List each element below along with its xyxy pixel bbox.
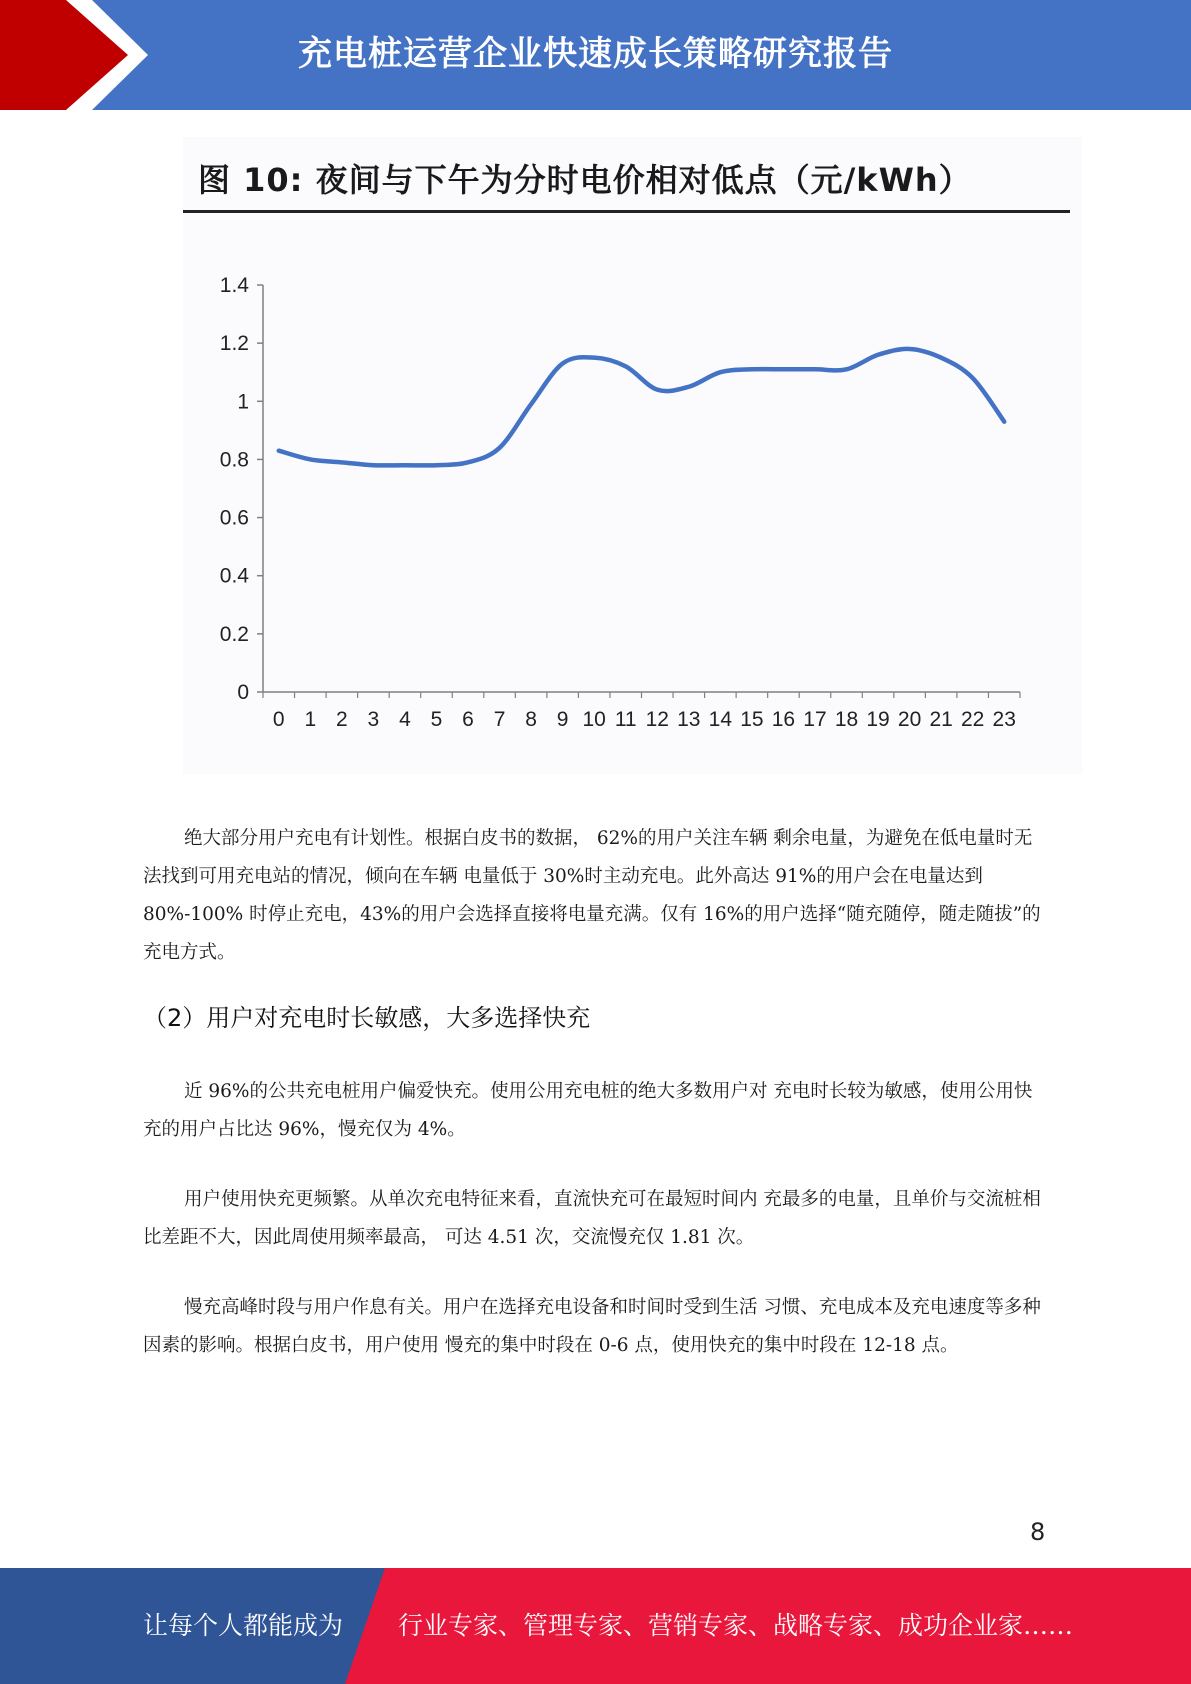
x-tick-label: 8 [525, 708, 537, 731]
paragraph-fast-charge-frequency: 用户使用快充更频繁。从单次充电特征来看，直流快充可在最短时间内 充最多的电量，且单价与交流桩相比差距不大，因此周使用频率最高， 可达 4.51 次，交流慢充仅 1.81 次。 [143, 1189, 1041, 1248]
x-tick-label: 2 [336, 708, 348, 731]
y-tick-label: 0.4 [219, 564, 249, 588]
y-tick-label: 0 [237, 681, 249, 704]
x-tick-label: 19 [866, 708, 890, 731]
x-tick-label: 21 [929, 708, 953, 731]
paragraph-slow-charge-peak: 慢充高峰时段与用户作息有关。用户在选择充电设备和时间时受到生活 习惯、充电成本及充电速度等多种因素的影响。根据白皮书，用户使用 慢充的集中时段在 0-6 点，使用快充的集中时段在 12-18 点。 [143, 1297, 1041, 1356]
figure-10 [183, 137, 1082, 774]
x-tick-label: 22 [961, 708, 985, 731]
y-tick-label: 1.4 [219, 274, 249, 297]
x-tick-label: 5 [430, 708, 443, 731]
report-title: 充电桩运营企业快速成长策略研究报告 [298, 34, 893, 74]
x-tick-label: 18 [834, 708, 859, 731]
x-tick-label: 20 [897, 708, 922, 731]
x-tick-label: 12 [645, 708, 669, 731]
figure-title: 图 10: 夜间与下午为分时电价相对低点（元/kWh） [198, 161, 972, 199]
section-heading: （2）用户对充电时长敏感，大多选择快充 [143, 1004, 591, 1032]
x-tick-label: 11 [614, 708, 637, 731]
footer-slogan-left: 让每个人都能成为 [143, 1611, 344, 1640]
footer-slogan-right: 行业专家、管理专家、营销专家、战略专家、成功企业家…… [398, 1611, 1074, 1640]
y-tick-label: 0.6 [219, 506, 249, 530]
x-tick-label: 1 [304, 708, 317, 731]
page-number: 8 [1030, 1518, 1046, 1546]
x-tick-label: 10 [582, 708, 606, 731]
x-tick-label: 15 [740, 708, 764, 731]
x-tick-label: 3 [367, 708, 380, 731]
y-tick-label: 1.2 [219, 332, 249, 356]
y-tick-label: 1 [237, 390, 249, 414]
x-tick-label: 14 [708, 708, 733, 731]
page-header [0, 0, 1191, 110]
paragraph-planned-charging: 绝大部分用户充电有计划性。根据白皮书的数据， 62%的用户关注车辆 剩余电量，为避免在低电量时无法找到可用充电站的情况，倾向在车辆 电量低于 30%时主动充电。此外高达 91%的用户会在电量达到 80%-100% 时停止充电，43%的用户会选择直接将电量充满。仅有 16%的用户选择“随充随停，随走随拔”的充电方式。 [143, 828, 1041, 963]
x-tick-label: 0 [272, 708, 285, 731]
price-series-line [279, 349, 1004, 466]
x-tick-label: 7 [493, 708, 506, 731]
x-tick-label: 9 [556, 708, 569, 731]
y-tick-label: 0.8 [219, 448, 249, 472]
x-tick-label: 6 [462, 708, 474, 731]
x-tick-label: 23 [992, 708, 1016, 731]
x-tick-label: 4 [399, 708, 411, 731]
page-footer [0, 1568, 1191, 1684]
price-line-chart [183, 137, 1082, 774]
x-tick-label: 17 [803, 708, 827, 731]
x-tick-label: 13 [677, 708, 701, 731]
x-tick-label: 16 [771, 708, 796, 731]
paragraph-fast-charge-preference: 近 96%的公共充电桩用户偏爱快充。使用公用充电桩的绝大多数用户对 充电时长较为敏感，使用公用快充的用户占比达 96%，慢充仅为 4%。 [143, 1081, 1033, 1140]
y-tick-label: 0.2 [219, 622, 249, 646]
